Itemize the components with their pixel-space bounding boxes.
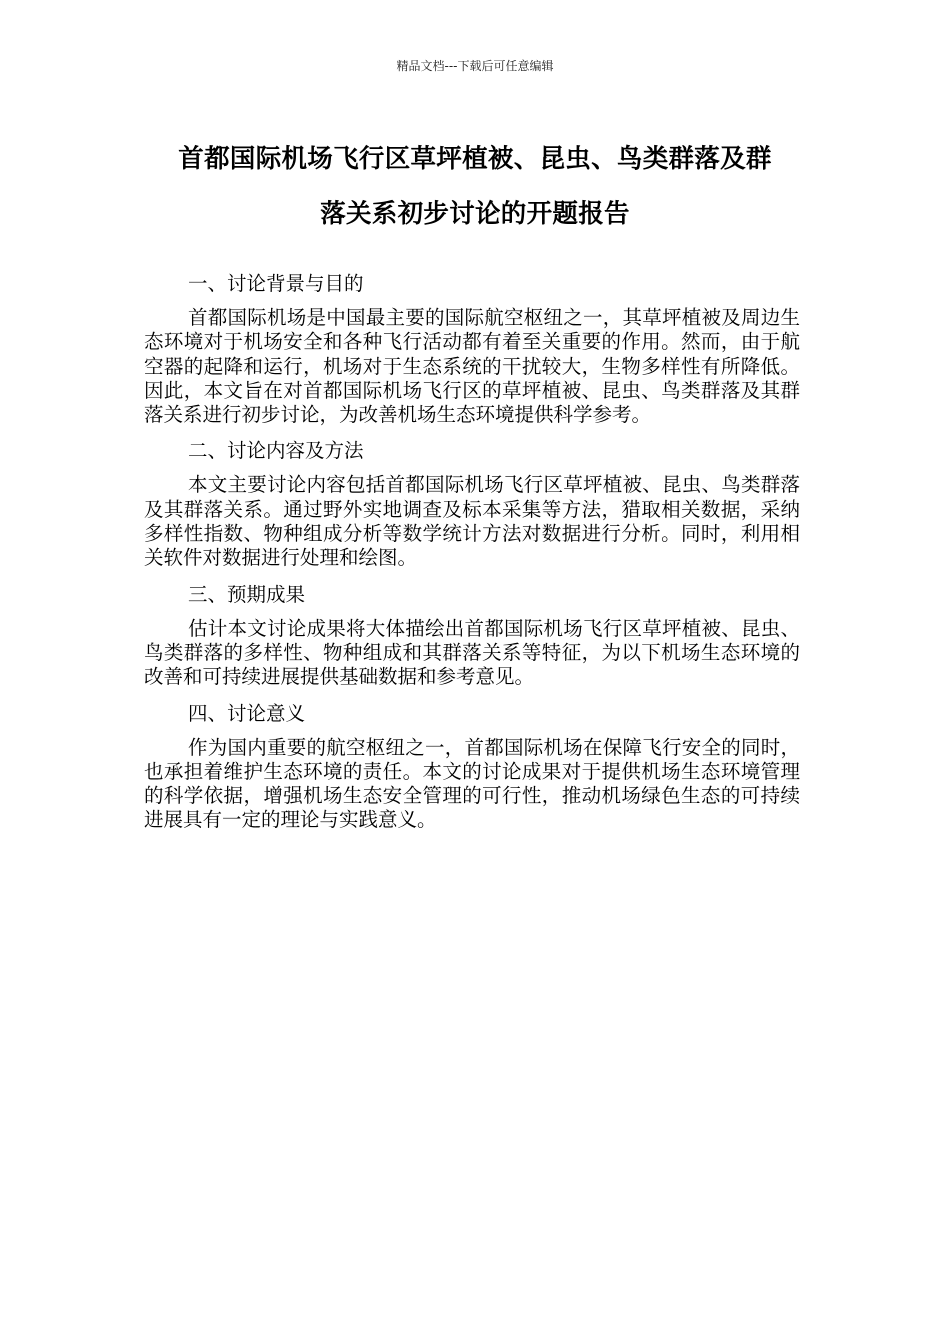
- section-body-significance: 作为国内重要的航空枢纽之一，首都国际机场在保障飞行安全的同时，也承担着维护生态环境的责任。本文的讨论成果对于提供机场生态环境管理的科学依据，增强机场生态安全管理的可行性，推动机场绿色生态的可持续进展具有一定的理论与实践意义。: [144, 735, 800, 832]
- document-title: [130, 132, 820, 242]
- section-heading-methods: 二、讨论内容及方法: [188, 439, 364, 463]
- title-line-2: 落关系初步讨论的开题报告: [320, 199, 630, 229]
- section-heading-expected-results: 三、预期成果: [188, 582, 306, 606]
- section-heading-background: 一、讨论背景与目的: [188, 272, 364, 295]
- section-heading-significance: 四、讨论意义: [188, 701, 306, 725]
- section-body-methods: 本文主要讨论内容包括首都国际机场飞行区草坪植被、昆虫、鸟类群落及其群落关系。通过野外实地调查及标本采集等方法，猎取相关数据，采纳多样性指数、物种组成分析等数学统计方法对数据进行分析。同时，利用相关软件对数据进行处理和绘图。: [144, 473, 800, 570]
- header-note: 精品文档---下载后可任意编辑: [396, 59, 554, 73]
- section-body-expected-results: 估计本文讨论成果将大体描绘出首都国际机场飞行区草坪植被、昆虫、鸟类群落的多样性、物种组成和其群落关系等特征，为以下机场生态环境的改善和可持续进展提供基础数据和参考意见。: [144, 616, 800, 689]
- section-body-background: 首都国际机场是中国最主要的国际航空枢纽之一，其草坪植被及周边生态环境对于机场安全和各种飞行活动都有着至关重要的作用。然而，由于航空器的起降和运行，机场对于生态系统的干扰较大，生物多样性有所降低。因此，本文旨在对首都国际机场飞行区的草坪植被、昆虫、鸟类群落及其群落关系进行初步讨论，为改善机场生态环境提供科学参考。: [144, 306, 800, 427]
- title-line-1: 首都国际机场飞行区草坪植被、昆虫、鸟类群落及群: [178, 144, 772, 174]
- document-body: [144, 270, 800, 843]
